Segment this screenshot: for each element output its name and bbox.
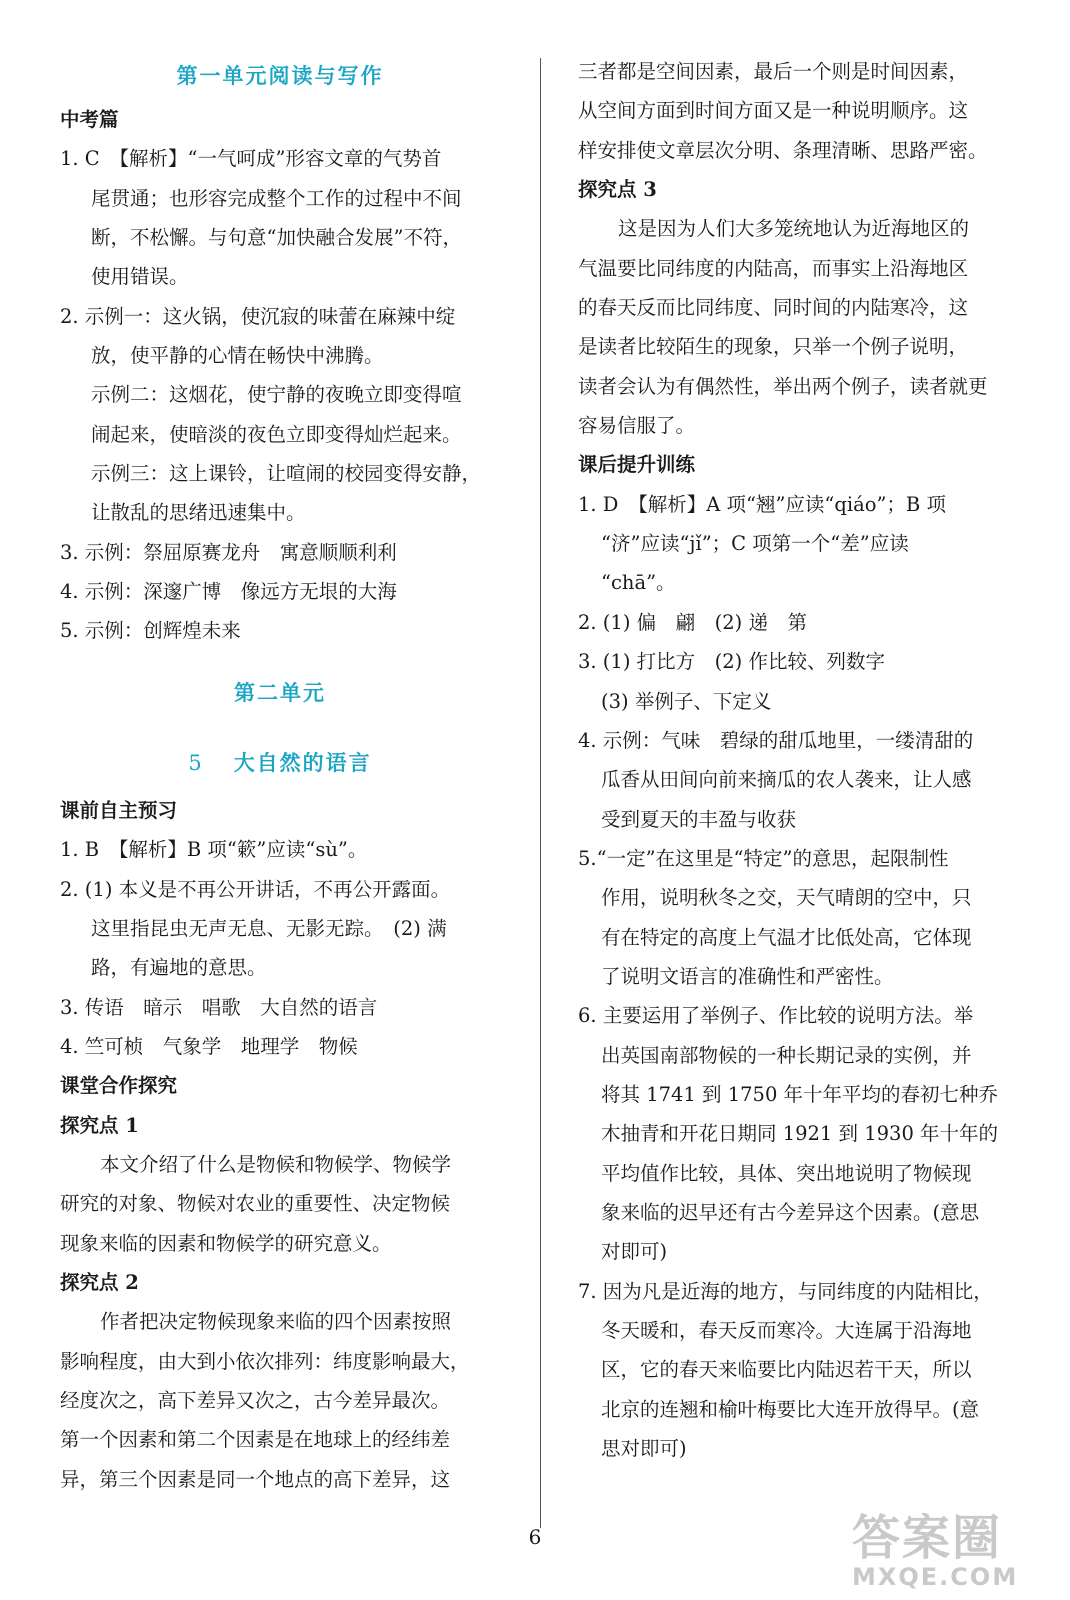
- text-line: 1. D 【解析】A 项“翘”应读“qiáo”；B 项: [578, 492, 946, 516]
- right-column: [578, 52, 1016, 1468]
- text-line: 木抽青和开花日期同 1921 到 1930 年十年的: [601, 1122, 999, 1146]
- text-line: 经度次之，高下差异又次之，古今差异最次。: [60, 1388, 451, 1412]
- text-line: 北京的连翘和榆叶梅要比大连开放得早。(意: [601, 1397, 980, 1421]
- text-line: 断，不松懈。与句意“加快融合发展”不符，: [91, 226, 462, 250]
- text-line: 1. B 【解析】B 项“簌”应读“sù”。: [60, 838, 368, 862]
- text-line: 5.“一定”在这里是“特定”的意思，起限制性: [578, 846, 949, 870]
- text-line: 这是因为人们大多笼统地认为近海地区的: [618, 217, 970, 241]
- text-line: 示例二：这烟花，使宁静的夜晚立即变得喧: [91, 383, 462, 407]
- page-number: 6: [528, 1525, 542, 1549]
- text-line: 作者把决定物候现象来临的四个因素按照: [100, 1310, 452, 1334]
- text-line: 是读者比较陌生的现象，只举一个例子说明，: [578, 335, 969, 359]
- text-line: 第一个因素和第二个因素是在地球上的经纬差: [60, 1428, 451, 1452]
- section-heading: 中考篇: [60, 108, 119, 131]
- text-line: 作用，说明秋冬之交，天气晴朗的空中，只: [601, 886, 972, 910]
- text-line: 示例三：这上课铃，让喧闹的校园变得安静，: [91, 462, 482, 486]
- text-line: 6. 主要运用了举例子、作比较的说明方法。举: [578, 1004, 974, 1028]
- text-line: 样安排使文章层次分明、条理清晰、思路严密。: [578, 138, 988, 162]
- text-line: (3) 举例子、下定义: [601, 689, 772, 713]
- lesson-title: 大自然的语言: [233, 750, 372, 775]
- watermark-text-line-1: 答案圈: [852, 1510, 1003, 1566]
- text-line: 这里指昆虫无声无息、无影无踪。 (2) 满: [91, 916, 447, 940]
- text-line: 将其 1741 到 1750 年十年平均的春初七种乔: [601, 1082, 999, 1106]
- subheading: 探究点 1: [60, 1113, 139, 1137]
- text-line: 冬天暖和，春天反而寒冷。大连属于沿海地: [601, 1319, 972, 1342]
- text-line: 1. C 【解析】“一气呵成”形容文章的气势首: [60, 147, 442, 171]
- text-line: 本文介绍了什么是物候和物候学、物候学: [100, 1152, 452, 1176]
- text-line: 了说明文语言的准确性和严密性。: [601, 964, 894, 988]
- text-line: 放，使平静的心情在畅快中沸腾。: [91, 344, 384, 368]
- text-line: 4. 竺可桢 气象学 地理学 物候: [60, 1034, 358, 1058]
- text-line: 平均值作比较，具体、突出地说明了物候现: [601, 1161, 972, 1185]
- watermark-text-line-2: MXQE.COM: [852, 1563, 1019, 1591]
- text-line: 象来临的迟早还有古今差异这个因素。(意思: [601, 1200, 980, 1224]
- text-line: 从空间方面到时间方面又是一种说明顺序。这: [578, 99, 969, 123]
- text-line: 5. 示例：创辉煌未来: [60, 619, 241, 643]
- text-line: 4. 示例：气味 碧绿的甜瓜地里，一缕清甜的: [578, 728, 974, 752]
- text-line: 影响程度，由大到小依次排列：纬度影响最大，: [60, 1349, 470, 1373]
- text-line: 瓜香从田间向前来摘瓜的农人袭来，让人感: [601, 768, 972, 792]
- watermark-logo: [852, 1512, 1042, 1592]
- text-line: 思对即可): [601, 1437, 687, 1461]
- text-line: 三者都是空间因素，最后一个则是时间因素，: [578, 60, 969, 83]
- text-line: 容易信服了。: [578, 414, 696, 438]
- text-line: 2. (1) 本义是不再公开讲话，不再公开露面。: [60, 877, 451, 901]
- text-line: 有在特定的高度上气温才比低处高，它体现: [601, 925, 972, 949]
- text-line: 使用错误。: [91, 265, 189, 289]
- text-line: 受到夏天的丰盈与收获: [601, 807, 797, 831]
- section-title: 第二单元: [234, 680, 326, 705]
- text-line: 的春天反而比同纬度、同时间的内陆寒冷，这: [578, 296, 969, 320]
- text-line: 研究的对象、物候对农业的重要性、决定物候: [60, 1192, 451, 1216]
- text-line: 气温要比同纬度的内陆高，而事实上沿海地区: [578, 256, 969, 280]
- column-divider: [540, 58, 541, 1528]
- section-heading: 课前自主预习: [60, 798, 178, 822]
- text-line: 让散乱的思绪迅速集中。: [91, 501, 306, 525]
- text-line: 路，有遍地的意思。: [91, 956, 267, 980]
- text-line: 异，第三个因素是同一个地点的高下差异，这: [60, 1467, 451, 1491]
- section-heading: 课后提升训练: [578, 453, 696, 477]
- left-column: [60, 52, 500, 1499]
- text-line: “chā”。: [601, 571, 676, 595]
- text-line: 3. 传语 暗示 唱歌 大自然的语言: [60, 995, 378, 1019]
- text-line: 读者会认为有偶然性，举出两个例子，读者就更: [578, 374, 988, 398]
- text-line: 对即可): [601, 1240, 668, 1264]
- text-line: 现象来临的因素和物候学的研究意义。: [60, 1231, 392, 1255]
- section-heading: 课堂合作探究: [60, 1074, 178, 1098]
- text-line: “济”应读“jǐ”；C 项第一个“差”应读: [601, 532, 909, 556]
- subheading: 探究点 2: [60, 1270, 139, 1294]
- text-line: 闹起来，使暗淡的夜色立即变得灿烂起来。: [91, 422, 462, 446]
- text-line: 7. 因为凡是近海的地方，与同纬度的内陆相比，: [578, 1279, 993, 1303]
- text-line: 尾贯通；也形容完成整个工作的过程中不间: [91, 186, 462, 210]
- section-title: 第一单元阅读与写作: [176, 64, 384, 88]
- text-line: 2. (1) 偏 翩 (2) 递 第: [578, 610, 807, 634]
- text-line: 出英国南部物候的一种长期记录的实例，并: [601, 1043, 972, 1067]
- section-title: [60, 721, 500, 791]
- lesson-number: 5: [188, 750, 204, 775]
- subheading: 探究点 3: [578, 178, 657, 202]
- text-line: 4. 示例：深邃广博 像远方无垠的大海: [60, 580, 397, 604]
- text-line: 3. 示例：祭屈原赛龙舟 寓意顺顺利利: [60, 540, 397, 564]
- text-line: 区，它的春天来临要比内陆迟若干天，所以: [601, 1358, 972, 1382]
- text-line: 2. 示例一：这火锅，使沉寂的味蕾在麻辣中绽: [60, 304, 456, 328]
- text-line: 3. (1) 打比方 (2) 作比较、列数字: [578, 650, 885, 674]
